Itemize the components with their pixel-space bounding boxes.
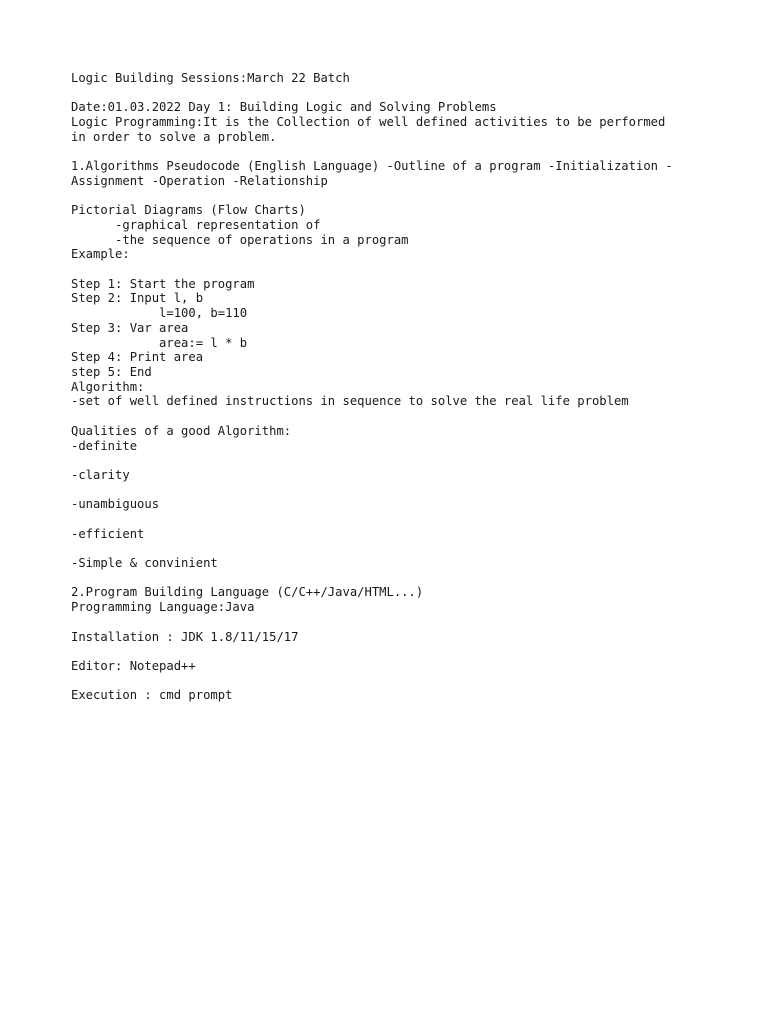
step-detail-line: l=100, b=110 [71, 306, 248, 321]
step-detail-line: area:= l * b [71, 335, 248, 350]
blank-line [71, 453, 751, 468]
execution-line: Execution : cmd prompt [71, 688, 233, 703]
pictorial-diagrams-item: -the sequence of operations in a program [71, 232, 409, 247]
step-line: Step 4: Print area [71, 350, 204, 365]
blank-line [71, 262, 751, 277]
step-line: Step 2: Input l, b [71, 291, 204, 306]
blank-line [71, 145, 751, 160]
blank-line [71, 483, 751, 498]
logic-programming-continued: in order to solve a problem. [71, 129, 277, 144]
blank-line [71, 86, 751, 101]
step-line: Step 1: Start the program [71, 276, 255, 291]
blank-line [71, 615, 751, 630]
step-line: step 5: End [71, 365, 152, 379]
blank-line [71, 189, 751, 204]
document-title: Logic Building Sessions:March 22 Batch [71, 71, 350, 85]
quality-item: -unambiguous [71, 497, 160, 512]
algorithms-pseudocode-line: 1.Algorithms Pseudocode (English Language) -Outline of a program -Initialization - [71, 159, 673, 174]
algorithm-heading: Algorithm: [71, 379, 145, 394]
programming-language-line: Programming Language:Java [71, 600, 255, 615]
blank-line [71, 541, 751, 556]
document-page [71, 71, 751, 703]
example-heading: Example: [71, 247, 130, 262]
algorithm-definition: -set of well defined instructions in sequence to solve the real life problem [71, 394, 629, 409]
editor-line: Editor: Notepad++ [71, 658, 196, 673]
qualities-heading: Qualities of a good Algorithm: [71, 423, 292, 438]
program-building-language-line: 2.Program Building Language (C/C++/Java/HTML...) [71, 585, 424, 600]
blank-line [71, 512, 751, 527]
step-line: Step 3: Var area [71, 320, 189, 335]
date-line: Date:01.03.2022 Day 1: Building Logic and Solving Problems [71, 100, 497, 115]
quality-item: -efficient [71, 526, 145, 541]
blank-line [71, 409, 751, 424]
quality-item: -Simple & convinient [71, 556, 218, 571]
pictorial-diagrams-heading: Pictorial Diagrams (Flow Charts) [71, 203, 306, 218]
blank-line [71, 644, 751, 659]
algorithms-pseudocode-continued: Assignment -Operation -Relationship [71, 173, 328, 188]
installation-line: Installation : JDK 1.8/11/15/17 [71, 629, 299, 644]
quality-item: -definite [71, 438, 138, 453]
logic-programming-line: Logic Programming:It is the Collection of well defined activities to be performed [71, 115, 666, 130]
blank-line [71, 571, 751, 586]
quality-item: -clarity [71, 467, 130, 482]
blank-line [71, 674, 751, 689]
pictorial-diagrams-item: -graphical representation of [71, 217, 321, 232]
